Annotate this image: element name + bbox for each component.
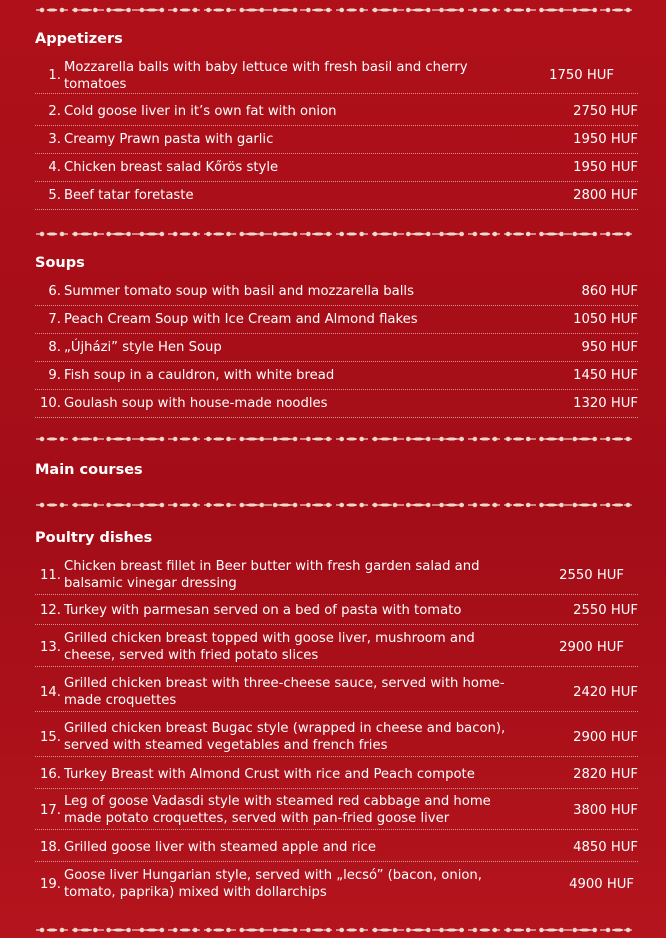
item-name: Creamy Prawn pasta with garlic [64,132,274,147]
menu-item [35,865,638,903]
item-number: 3. [48,132,61,147]
item-price: 1750 HUF [549,68,614,83]
item-number: 7. [48,312,61,327]
section-heading-appetizers: Appetizers [35,31,123,47]
item-price: 2900 HUF [573,729,638,745]
ornament-divider [36,500,636,510]
menu-item [35,154,638,182]
item-number: 5. [48,188,61,203]
item-price: 2900 HUF [559,639,624,655]
item-number: 4. [48,160,61,175]
menu-item [35,390,638,418]
menu-item [35,834,638,862]
item-name: Turkey with parmesan served on a bed of pasta with tomato [64,603,462,618]
item-number: 1. [48,68,61,83]
item-name: Goose liver Hungarian style, served with „lecsó” (bacon, onion, tomato, paprika) mixed with dollarchips [64,868,482,900]
item-number: 18. [40,840,61,855]
item-number: 19. [40,876,61,892]
menu-item [35,761,638,789]
item-number: 13. [40,639,61,655]
menu-item [35,306,638,334]
item-name: Beef tatar foretaste [64,188,194,203]
item-name: Turkey Breast with Almond Crust with rice and Peach compote [64,767,475,782]
item-price: 2820 HUF [573,767,638,782]
menu-item [35,126,638,154]
item-name: Grilled chicken breast Bugac style (wrapped in cheese and bacon), served with steamed vegetables and french fries [64,721,506,753]
menu-item [35,334,638,362]
item-price: 950 HUF [581,340,638,355]
item-price: 2550 HUF [559,567,624,583]
menu-item [35,58,638,94]
menu-item [35,278,638,306]
item-number: 16. [40,767,61,782]
menu-item [35,556,638,595]
menu-item [35,791,638,830]
item-name: Grilled chicken breast with three-cheese sauce, served with home-made croquettes [64,676,505,708]
ornament-divider [36,434,636,444]
item-price: 1320 HUF [573,396,638,411]
section-heading-soups: Soups [35,255,85,271]
section-heading-poultry-dishes: Poultry dishes [35,530,153,546]
item-name: Fish soup in a cauldron, with white bread [64,368,335,383]
item-number: 8. [48,340,61,355]
item-name: Leg of goose Vadasdi style with steamed red cabbage and home made potato croquettes, served with pan-fried goose liver [64,794,491,826]
item-number: 11. [40,567,61,583]
item-number: 12. [40,603,61,618]
item-price: 1950 HUF [573,132,638,147]
item-number: 9. [48,368,61,383]
item-number: 2. [48,104,61,119]
item-price: 2750 HUF [573,104,638,119]
item-price: 1450 HUF [573,368,638,383]
ornament-divider [36,5,636,15]
item-number: 6. [48,284,61,299]
menu-item [35,673,638,712]
ornament-divider [36,925,636,935]
item-price: 1050 HUF [573,312,638,327]
menu-item [35,182,638,210]
item-name: Grilled chicken breast topped with goose liver, mushroom and cheese, served with fried potato slices [64,631,475,663]
item-name: Chicken breast fillet in Beer butter with fresh garden salad and balsamic vinegar dressing [64,559,480,591]
item-number: 15. [40,729,61,745]
menu-item [35,362,638,390]
item-price: 2800 HUF [573,188,638,203]
item-price: 860 HUF [581,284,638,299]
item-price: 4850 HUF [573,840,638,855]
item-name: Mozzarella balls with baby lettuce with fresh basil and cherry tomatoes [64,59,468,92]
menu-item [35,628,638,667]
item-name: „Újházi” style Hen Soup [64,340,222,355]
menu-item [35,718,638,757]
item-name: Peach Cream Soup with Ice Cream and Almond flakes [64,312,418,327]
ornament-divider [36,229,636,239]
item-name: Grilled goose liver with steamed apple and rice [64,840,377,855]
item-name: Goulash soup with house-made noodles [64,396,328,411]
item-price: 2550 HUF [573,603,638,618]
item-price: 1950 HUF [573,160,638,175]
item-price: 4900 HUF [569,876,634,892]
item-name: Cold goose liver in it’s own fat with onion [64,104,337,119]
item-name: Chicken breast salad Kőrös style [64,160,279,175]
section-heading-main-courses: Main courses [35,462,143,478]
item-number: 14. [40,684,61,700]
item-name: Summer tomato soup with basil and mozzarella balls [64,284,414,299]
item-number: 10. [40,396,61,411]
item-price: 3800 HUF [573,802,638,818]
item-price: 2420 HUF [573,684,638,700]
menu-item [35,98,638,126]
item-number: 17. [40,802,61,818]
menu-item [35,597,638,625]
